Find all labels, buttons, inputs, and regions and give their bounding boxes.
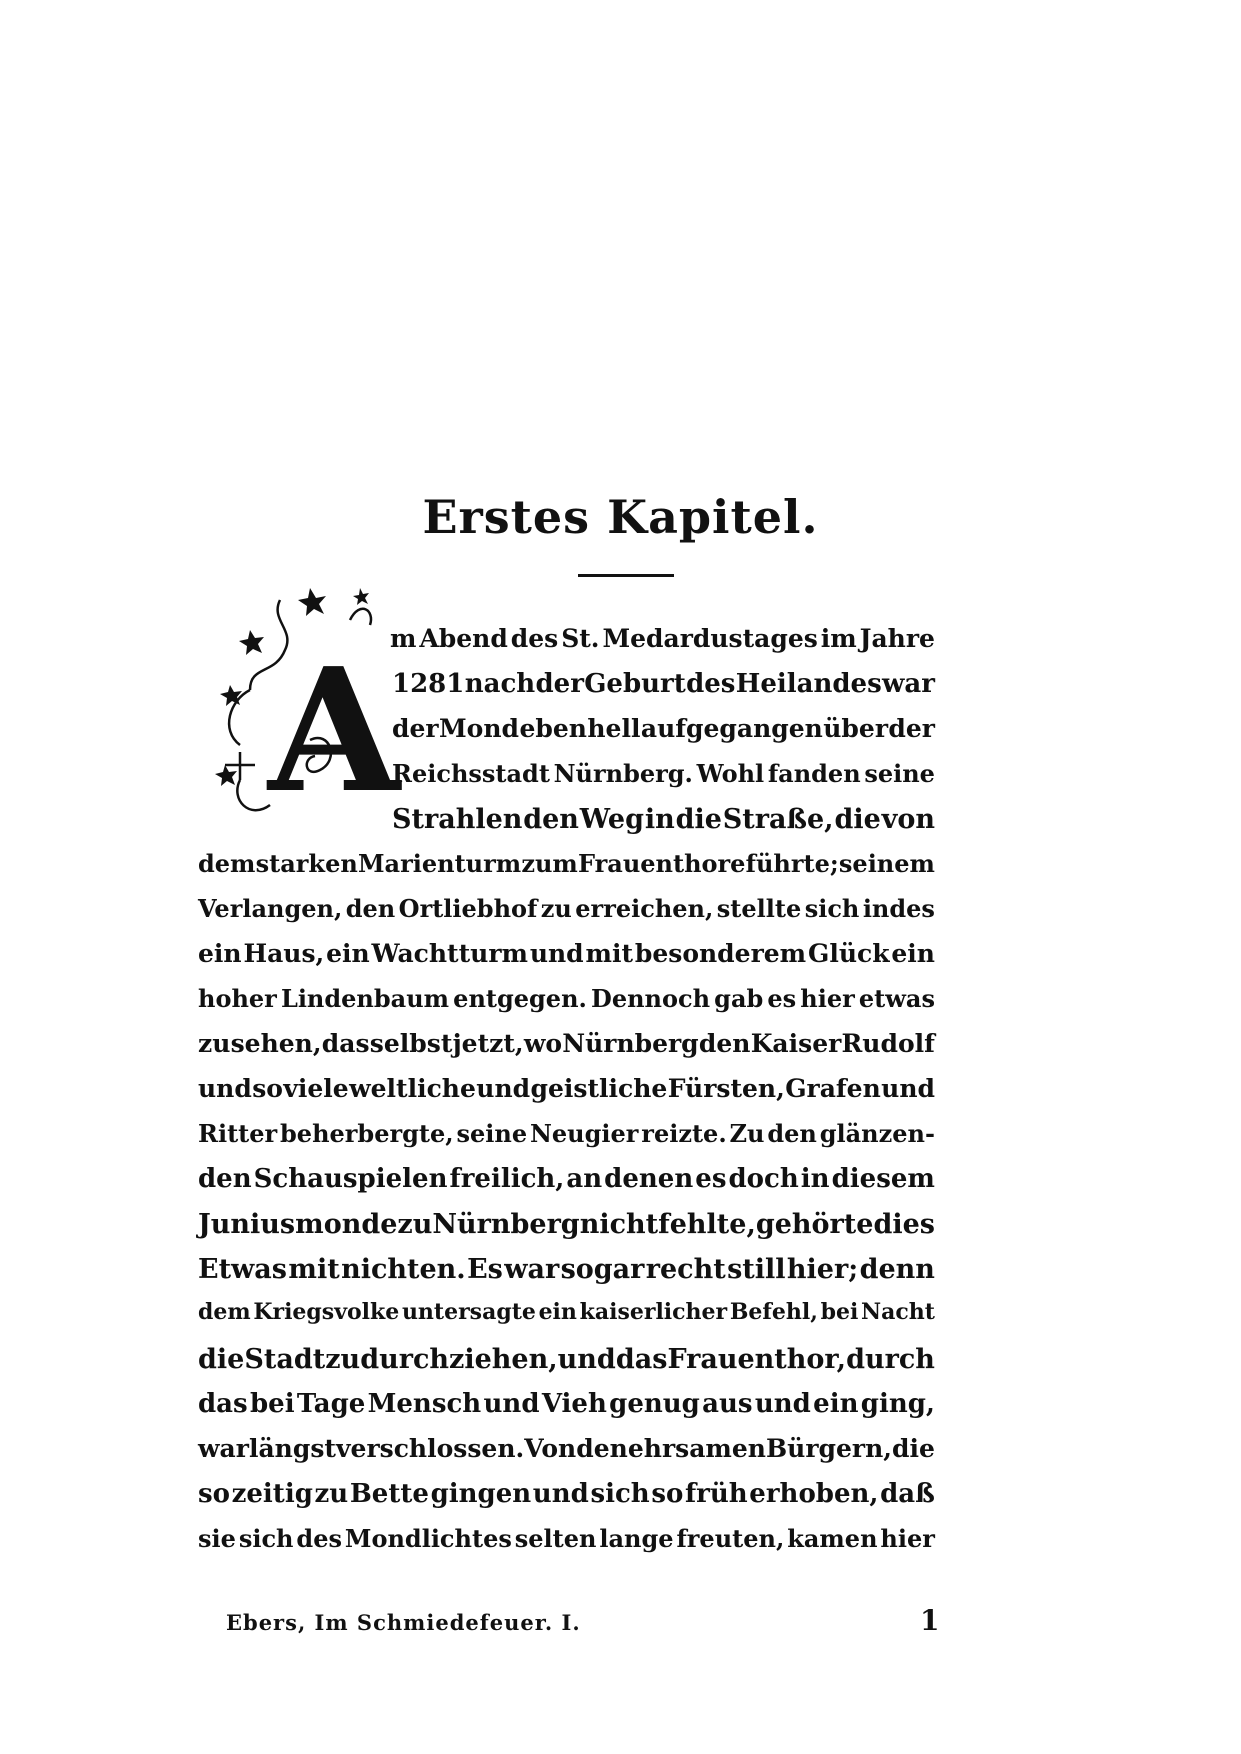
text-line: m Abend des St. Medardustages im Jahre bbox=[390, 624, 935, 653]
page-number: 1 bbox=[920, 1604, 940, 1637]
text-line: Verlangen, den Ortliebhof zu erreichen, stellte sich indes bbox=[198, 894, 935, 923]
text-line: das bei Tage Mensch und Vieh genug aus und ein ging, bbox=[198, 1389, 935, 1419]
text-line: den Schauspielen freilich, an denen es doch in diesem bbox=[198, 1164, 935, 1194]
text-line: Strahlen den Weg in die Straße, die von bbox=[392, 804, 935, 835]
text-line: war längst verschlossen. Von den ehrsamen Bürgern, die bbox=[198, 1434, 935, 1463]
text-line: sie sich des Mondlichtes selten lange freuten, kamen hier bbox=[198, 1524, 935, 1553]
text-line: zu sehen, das selbst jetzt, wo Nürnberg den Kaiser Rudolf bbox=[198, 1029, 935, 1058]
text-line: Reichsstadt Nürnberg. Wohl fanden seine bbox=[392, 759, 935, 788]
decorated-initial-ornament-icon bbox=[210, 580, 400, 831]
text-line: hoher Lindenbaum entgegen. Dennoch gab es hier etwas bbox=[198, 984, 935, 1013]
text-line: dem starken Marienturm zum Frauenthore führte; seinem bbox=[198, 849, 935, 878]
text-line: der Mond eben hell aufgegangen über der bbox=[392, 714, 935, 743]
footer-signature: Ebers, Im Schmiedefeuer. I. bbox=[226, 1610, 581, 1635]
decorated-initial bbox=[210, 580, 400, 831]
svg-text:A: A bbox=[268, 631, 400, 831]
text-line: so zeitig zu Bette gingen und sich so früh erhoben, daß bbox=[198, 1479, 935, 1509]
text-line: 1281 nach der Geburt des Heilandes war bbox=[392, 669, 935, 699]
text-line: Etwas mit nichten. Es war sogar recht still hier; denn bbox=[198, 1254, 935, 1285]
text-line: Ritter beherbergte, seine Neugier reizte. Zu den glänzen- bbox=[198, 1119, 935, 1148]
text-line: dem Kriegsvolke untersagte ein kaiserlicher Befehl, bei Nacht bbox=[198, 1299, 935, 1325]
text-line: ein Haus, ein Wachtturm und mit besonderem Glück ein bbox=[198, 939, 935, 968]
text-line: Juniusmonde zu Nürnberg nicht fehlte, gehörte dies bbox=[198, 1209, 935, 1240]
title-rule bbox=[578, 574, 674, 577]
text-line: und so viele weltliche und geistliche Fürsten, Grafen und bbox=[198, 1074, 935, 1103]
chapter-title: Erstes Kapitel. bbox=[422, 490, 819, 544]
text-line: die Stadt zu durchziehen, und das Frauenthor, durch bbox=[198, 1344, 935, 1375]
